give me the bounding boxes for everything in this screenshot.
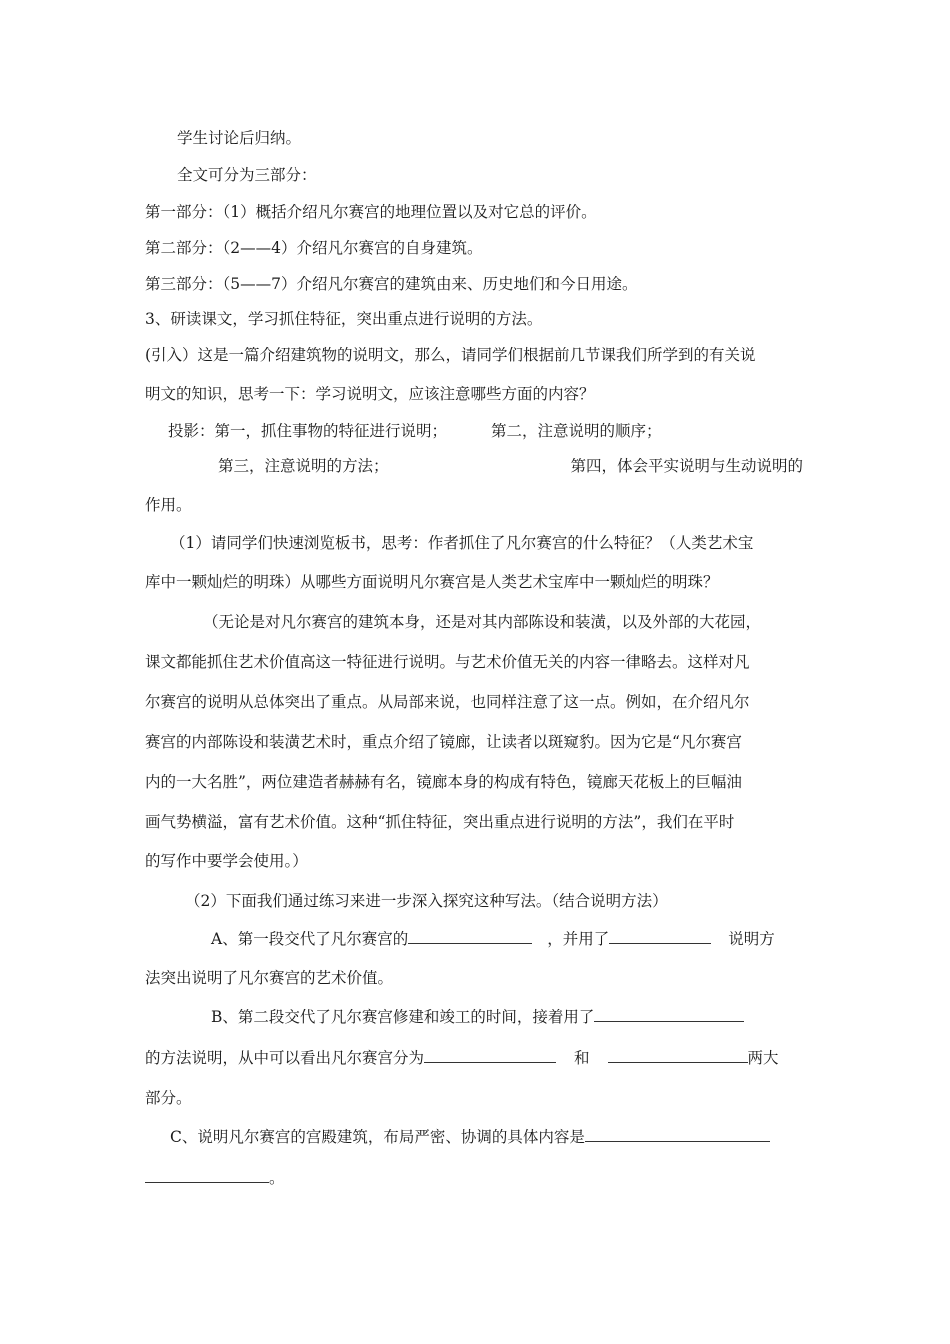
blank-b1[interactable] — [594, 1007, 744, 1022]
line-projection-end: 作用。 — [145, 496, 192, 514]
blank-a2[interactable] — [609, 929, 711, 944]
line-q1: （1）请同学们快速浏览板书，思考：作者抓住了凡尔赛宫的什么特征？（人类艺术宝 — [170, 534, 754, 552]
line-projection-2: 第三，注意说明的方法； 第四，体会平实说明与生动说明的 — [218, 457, 804, 475]
line-exercise-c-cont: 。 — [0, 1168, 950, 1188]
line-part-three: 第三部分：（5——7）介绍凡尔赛宫的建筑由来、历史地们和今日用途。 — [145, 275, 638, 293]
blank-b2[interactable] — [424, 1048, 556, 1063]
line-section-3-heading: 3、研读课文，学习抓住特征，突出重点进行说明的方法。 — [145, 310, 543, 328]
line-intro-cont: 明文的知识，思考一下：学习说明文，应该注意哪些方面的内容？ — [145, 385, 595, 403]
line-exercise-b: B、第二段交代了凡尔赛宫修建和竣工的时间，接着用了 — [0, 1007, 950, 1027]
line-students-summarize: 学生讨论后归纳。 — [177, 129, 302, 147]
line-q2: （2）下面我们通过练习来进一步深入探究这种写法。（结合说明方法） — [185, 892, 668, 910]
line-exercise-a-cont: 法突出说明了凡尔赛宫的艺术价值。 — [145, 969, 394, 987]
line-exercise-b-end: 部分。 — [145, 1089, 192, 1107]
line-answer-5: 内的一大名胜”，两位建造者赫赫有名，镜廊本身的构成有特色，镜廊天花板上的巨幅油 — [145, 773, 742, 791]
line-projection-1: 投影：第一，抓住事物的特征进行说明； 第二，注意说明的顺序； — [168, 422, 662, 440]
line-three-parts: 全文可分为三部分： — [177, 166, 317, 184]
line-part-one: 第一部分：（1）概括介绍凡尔赛宫的地理位置以及对它总的评价。 — [145, 203, 597, 221]
blank-c2[interactable] — [145, 1168, 269, 1183]
line-answer-6: 画气势横溢，富有艺术价值。这种“抓住特征，突出重点进行说明的方法”，我们在平时 — [145, 813, 735, 831]
line-part-two: 第二部分：（2——4）介绍凡尔赛宫的自身建筑。 — [145, 239, 483, 257]
blank-c1[interactable] — [585, 1127, 770, 1142]
blank-b3[interactable] — [608, 1048, 748, 1063]
line-q1-cont: 库中一颗灿烂的明珠）从哪些方面说明凡尔赛宫是人类艺术宝库中一颗灿烂的明珠？ — [145, 573, 719, 591]
line-answer-7: 的写作中要学会使用。） — [145, 852, 308, 870]
blank-a1[interactable] — [408, 929, 532, 944]
line-answer-2: 课文都能抓住艺术价值高这一特征进行说明。与艺术价值无关的内容一律略去。这样对凡 — [145, 653, 750, 671]
line-exercise-c: C、说明凡尔赛宫的宫殿建筑，布局严密、协调的具体内容是 — [0, 1127, 950, 1147]
line-intro: (引入）这是一篇介绍建筑物的说明文，那么，请同学们根据前几节课我们所学到的有关说 — [145, 346, 756, 364]
line-answer-1: （无论是对凡尔赛宫的建筑本身，还是对其内部陈设和装潢，以及外部的大花园， — [203, 613, 762, 631]
line-answer-4: 赛宫的内部陈设和装潢艺术时，重点介绍了镜廊，让读者以斑窥豹。因为它是“凡尔赛宫 — [145, 733, 742, 751]
line-exercise-a: A、第一段交代了凡尔赛宫的 ，并用了 说明方 — [211, 930, 775, 948]
line-answer-3: 尔赛宫的说明从总体突出了重点。从局部来说，也同样注意了这一点。例如，在介绍凡尔 — [145, 693, 750, 711]
line-exercise-b-cont: 的方法说明，从中可以看出凡尔赛宫分为 和 两大 — [145, 1049, 779, 1067]
